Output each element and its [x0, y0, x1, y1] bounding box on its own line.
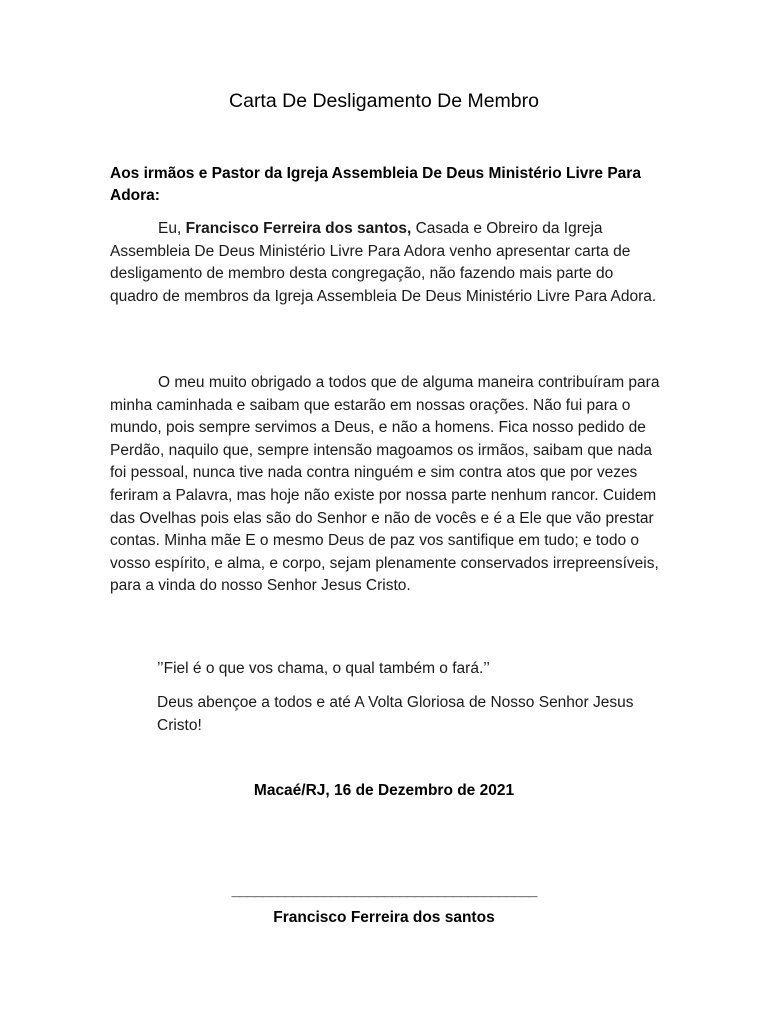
paragraph-2 — [110, 372, 660, 598]
paragraph-1-lead: Eu, — [158, 220, 186, 237]
paragraph-1-body: Casada e Obreiro da Igreja Assembleia De Deus Ministério Livre Para Adora venho apresentar carta de desligamento de membro desta congregação, não fazendo mais parte do quadro de membros da Igreja Assembleia De Deus Ministério Livre Para Adora. — [110, 220, 657, 305]
paragraph-1 — [110, 218, 660, 308]
member-name-inline: Francisco Ferreira dos santos, — [185, 220, 412, 237]
document-title: Carta De Desligamento De Membro — [229, 90, 539, 112]
blessing-text: Deus abençoe a todos e até A Volta Gloriosa de Nosso Senhor Jesus Cristo! — [157, 694, 634, 734]
signature-name: Francisco Ferreira dos santos — [273, 909, 495, 926]
paragraph-2-body: O meu muito obrigado a todos que de alguma maneira contribuíram para minha caminhada e saibam que estarão em nossas orações. Não fui para o mundo, pois sempre servimos a Deus, e não a homens. Fica nosso pedido de Perdão, naquilo que, sempre intensão magoamos os irmãos, saibam que nada foi pessoal, nunca tive nada contra ninguém e sim contra atos que por vezes feriram a Palavra, mas hoje não existe por nossa parte nenhum rancor. Cuidem das Ovelhas pois elas são do Senhor e não de vocês e é a Ele que vão prestar contas. Minha mãe E o mesmo Deus de paz vos santifique em tudo; e todo o vosso espírito, e alma, e corpo, sejam plenamente conservados irrepreensíveis, para a vinda do nosso Senhor Jesus Cristo. — [110, 374, 660, 595]
salutation: Aos irmãos e Pastor da Igreja Assembleia De Deus Ministério Livre Para Adora: — [110, 165, 641, 204]
date-line: Macaé/RJ, 16 de Dezembro de 2021 — [253, 782, 515, 799]
signature-line: ________________________________________ — [231, 882, 537, 899]
bible-quote: ’’Fiel é o que vos chama, o qual também o fará.’’ — [157, 660, 490, 677]
